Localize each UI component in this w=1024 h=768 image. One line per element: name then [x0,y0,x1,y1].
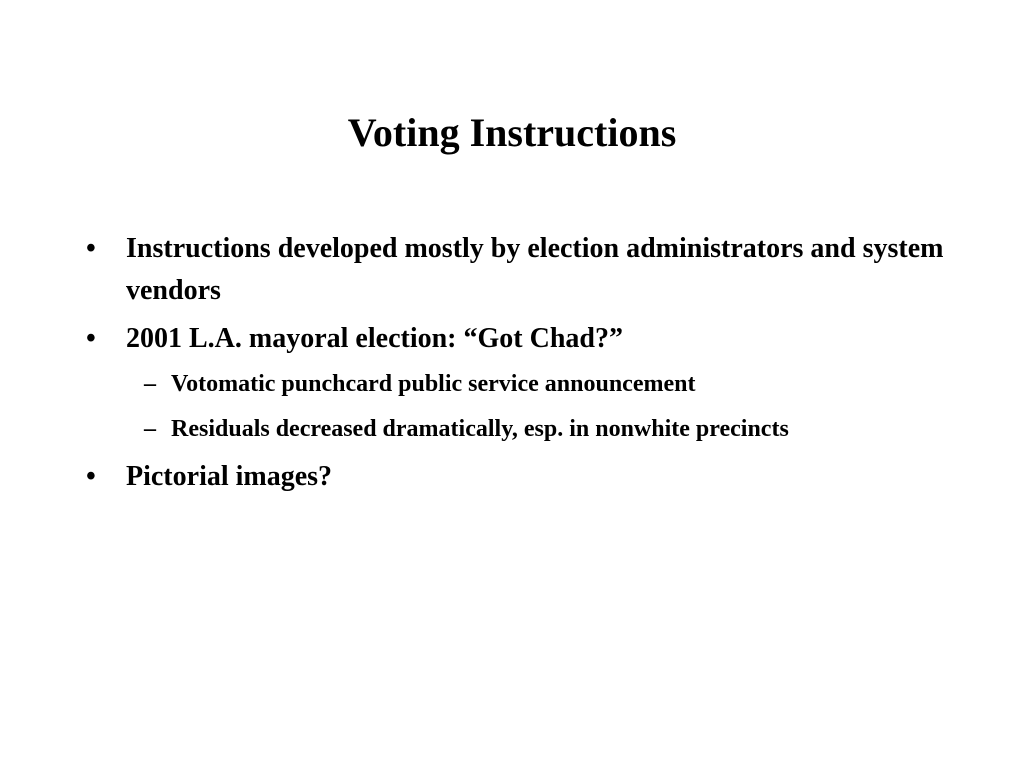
sub-bullet-item [144,411,946,448]
sub-bullet-text: Residuals decreased dramatically, esp. in nonwhite precincts [171,416,789,442]
bullet-text: 2001 L.A. mayoral election: “Got Chad?” [126,323,623,354]
dash-icon: – [144,371,156,397]
bullet-icon: • [86,323,96,354]
bullet-icon: • [86,233,96,264]
dash-icon: – [144,416,156,442]
bullet-item [86,456,946,498]
sub-bullet-text: Votomatic punchcard public service announcement [171,371,696,397]
bullet-item [86,318,946,360]
bullet-text: Instructions developed mostly by election administrators and system vendors [126,233,944,306]
sub-bullet-item [144,366,946,403]
slide-title: Voting Instructions [347,110,677,155]
bullet-icon: • [86,461,96,492]
bullet-list [86,228,946,504]
bullet-item [86,228,946,312]
bullet-text: Pictorial images? [126,461,333,492]
